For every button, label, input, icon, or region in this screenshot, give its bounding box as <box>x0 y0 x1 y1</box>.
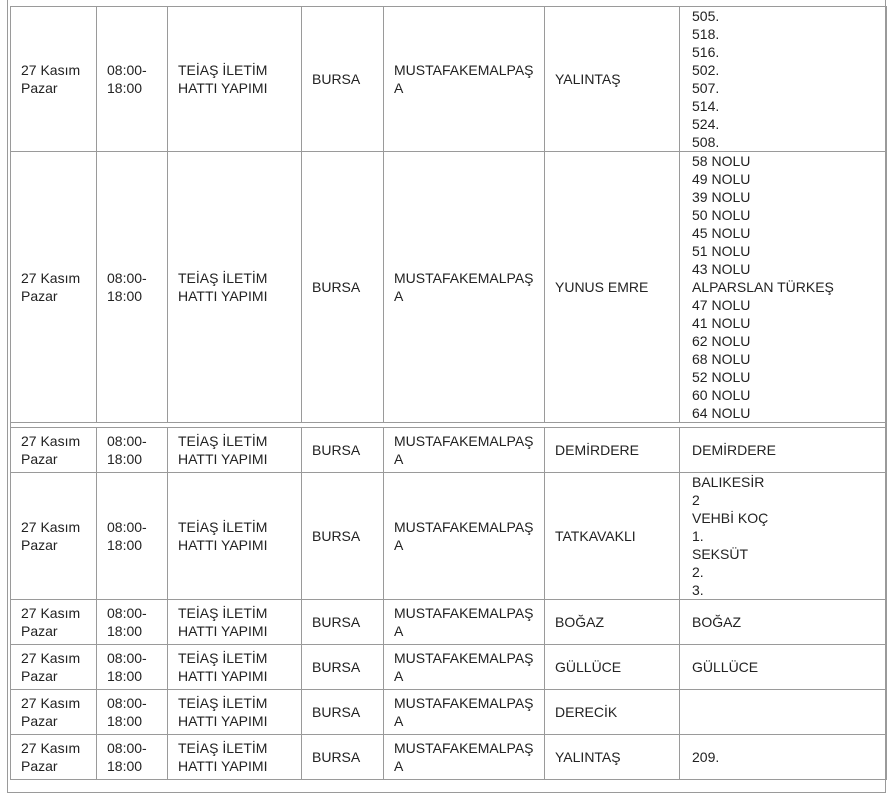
street-item: 39 NOLU <box>692 189 751 205</box>
table-body <box>11 7 887 780</box>
street-item: 49 NOLU <box>692 171 751 187</box>
reason-cell: TEİAŞ İLETİM HATTI YAPIMI <box>168 473 302 600</box>
street-item: 41 NOLU <box>692 315 751 331</box>
reason-cell: TEİAŞ İLETİM HATTI YAPIMI <box>168 152 302 423</box>
street-item: 518. <box>692 26 720 42</box>
street-item: 52 NOLU <box>692 369 751 385</box>
neighborhood-cell: YALINTAŞ <box>545 735 680 780</box>
city-cell: BURSA <box>302 152 384 423</box>
street-item: BALIKESİR <box>692 474 765 490</box>
city-cell: BURSA <box>302 600 384 645</box>
streets-cell <box>680 473 887 600</box>
time-cell: 08:00- 18:00 <box>97 428 168 473</box>
neighborhood-cell: YALINTAŞ <box>545 7 680 152</box>
city-cell: BURSA <box>302 735 384 780</box>
date-cell: 27 Kasım Pazar <box>11 645 97 690</box>
neighborhood-cell: TATKAVAKLI <box>545 473 680 600</box>
streets-cell <box>680 7 887 152</box>
date-cell: 27 Kasım Pazar <box>11 690 97 735</box>
reason-cell: TEİAŞ İLETİM HATTI YAPIMI <box>168 7 302 152</box>
street-item: 508. <box>692 134 720 150</box>
time-cell: 08:00- 18:00 <box>97 7 168 152</box>
time-cell: 08:00- 18:00 <box>97 600 168 645</box>
reason-cell: TEİAŞ İLETİM HATTI YAPIMI <box>168 690 302 735</box>
street-item: 502. <box>692 62 720 78</box>
street-item: 51 NOLU <box>692 243 751 259</box>
reason-cell: TEİAŞ İLETİM HATTI YAPIMI <box>168 735 302 780</box>
neighborhood-cell: GÜLLÜCE <box>545 645 680 690</box>
district-cell: MUSTAFAKEMALPAŞA <box>384 600 545 645</box>
street-item: 62 NOLU <box>692 333 751 349</box>
city-cell: BURSA <box>302 473 384 600</box>
neighborhood-cell: BOĞAZ <box>545 600 680 645</box>
street-item: 1. <box>692 528 704 544</box>
street-item: DEMİRDERE <box>692 442 777 458</box>
street-item: 505. <box>692 8 720 24</box>
reason-cell: TEİAŞ İLETİM HATTI YAPIMI <box>168 600 302 645</box>
reason-cell: TEİAŞ İLETİM HATTI YAPIMI <box>168 428 302 473</box>
district-cell: MUSTAFAKEMALPAŞA <box>384 473 545 600</box>
city-cell: BURSA <box>302 690 384 735</box>
time-cell: 08:00- 18:00 <box>97 735 168 780</box>
street-item: GÜLLÜCE <box>692 659 759 675</box>
street-item: 43 NOLU <box>692 261 751 277</box>
district-cell: MUSTAFAKEMALPAŞA <box>384 735 545 780</box>
street-item: ALPARSLAN TÜRKEŞ <box>692 279 834 295</box>
table-row <box>11 473 887 600</box>
street-item: 2 <box>692 492 700 508</box>
table-row <box>11 152 887 423</box>
streets-cell <box>680 645 887 690</box>
streets-cell <box>680 600 887 645</box>
street-item: 516. <box>692 44 720 60</box>
time-cell: 08:00- 18:00 <box>97 645 168 690</box>
table-row <box>11 428 887 473</box>
reason-cell: TEİAŞ İLETİM HATTI YAPIMI <box>168 645 302 690</box>
streets-cell <box>680 152 887 423</box>
district-cell: MUSTAFAKEMALPAŞA <box>384 7 545 152</box>
streets-cell <box>680 735 887 780</box>
street-item: 58 NOLU <box>692 153 751 169</box>
table-row <box>11 735 887 780</box>
date-cell: 27 Kasım Pazar <box>11 428 97 473</box>
streets-cell <box>680 690 887 735</box>
time-cell: 08:00- 18:00 <box>97 152 168 423</box>
street-item: 3. <box>692 582 704 598</box>
street-item: 209. <box>692 749 720 765</box>
district-cell: MUSTAFAKEMALPAŞA <box>384 152 545 423</box>
time-cell: 08:00- 18:00 <box>97 690 168 735</box>
street-item: 514. <box>692 98 720 114</box>
date-cell: 27 Kasım Pazar <box>11 473 97 600</box>
date-cell: 27 Kasım Pazar <box>11 600 97 645</box>
city-cell: BURSA <box>302 645 384 690</box>
street-item: 47 NOLU <box>692 297 751 313</box>
street-item: VEHBİ KOÇ <box>692 510 769 526</box>
street-item: 60 NOLU <box>692 387 751 403</box>
date-cell: 27 Kasım Pazar <box>11 7 97 152</box>
table-row <box>11 690 887 735</box>
outage-schedule-table <box>10 6 887 780</box>
neighborhood-cell: YUNUS EMRE <box>545 152 680 423</box>
table-row <box>11 645 887 690</box>
time-cell: 08:00- 18:00 <box>97 473 168 600</box>
date-cell: 27 Kasım Pazar <box>11 152 97 423</box>
street-item: 64 NOLU <box>692 405 751 421</box>
neighborhood-cell: DERECİK <box>545 690 680 735</box>
city-cell: BURSA <box>302 428 384 473</box>
district-cell: MUSTAFAKEMALPAŞA <box>384 428 545 473</box>
street-item: 524. <box>692 116 720 132</box>
table-row <box>11 7 887 152</box>
street-item: 2. <box>692 564 704 580</box>
street-item: BOĞAZ <box>692 614 742 630</box>
district-cell: MUSTAFAKEMALPAŞA <box>384 690 545 735</box>
street-item: 68 NOLU <box>692 351 751 367</box>
street-item: 50 NOLU <box>692 207 751 223</box>
street-item: SEKSÜT <box>692 546 749 562</box>
district-cell: MUSTAFAKEMALPAŞA <box>384 645 545 690</box>
city-cell: BURSA <box>302 7 384 152</box>
date-cell: 27 Kasım Pazar <box>11 735 97 780</box>
streets-cell <box>680 428 887 473</box>
table-row <box>11 600 887 645</box>
street-item: 45 NOLU <box>692 225 751 241</box>
street-item: 507. <box>692 80 720 96</box>
neighborhood-cell: DEMİRDERE <box>545 428 680 473</box>
